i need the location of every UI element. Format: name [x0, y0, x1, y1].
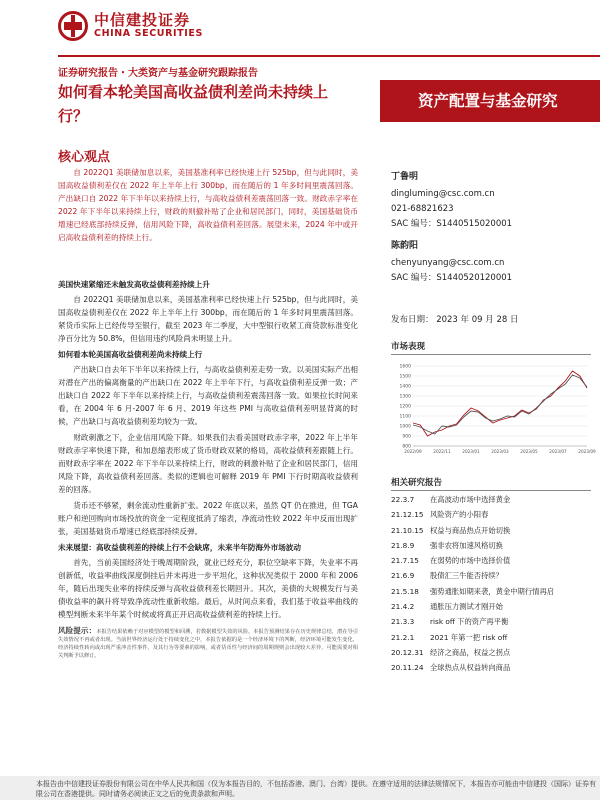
body-heading: 如何看本轮美国高收益债利差尚未持续上行 — [58, 350, 203, 359]
related-report-item[interactable] — [391, 599, 591, 614]
y-tick-label: 900 — [402, 434, 411, 440]
y-tick-label: 1600 — [399, 364, 411, 370]
risk-text: 本报告结果依赖于对应模型的模型和回溯，若数据模型失效的风险。本报告预测结果存在历史规律总结，潜在导引失效情况不再或者出现。当前世界经济运行处于持续变化之中，本报告依据的是一个经济环境下的判断，经济环境可能发生变化，经济持续性转向或出现严重冲击性事件，及其行为等要素的影响，或者货币性与经济间的周期规则会出现较大差异，可能需要对相关判断予以修订。 — [58, 629, 358, 659]
core-views-heading: 核心观点 — [58, 150, 111, 165]
section-banner: 资产配置与基金研究 — [380, 80, 600, 122]
report-series: 证券研究报告・大类资产与基金研究跟踪报告 — [58, 68, 258, 79]
x-tick-label: 2022/11 — [433, 449, 451, 454]
x-tick-label: 2023/01 — [462, 449, 480, 454]
market-performance-chart — [391, 360, 596, 460]
body-heading: 未来展望：高收益债利差的持续上行不会缺席，未来半年防海外市场波动 — [58, 543, 301, 552]
related-report-title: 在高波动市场中选择黄金 — [430, 495, 511, 504]
related-reports-list — [391, 492, 591, 676]
publish-date: 发布日期： 2023 年 09 月 28 日 — [391, 315, 519, 325]
related-report-item[interactable] — [391, 553, 591, 568]
related-report-item[interactable] — [391, 584, 591, 599]
related-report-date: 22.3.7 — [391, 495, 415, 504]
related-report-date: 21.6.9 — [391, 571, 415, 581]
related-report-title: 经济之商品，权益之拐点 — [430, 647, 511, 657]
logo-chinese-name: 中信建投证券 — [94, 11, 191, 29]
y-tick-label: 1000 — [399, 424, 411, 430]
author-phone: 021-68821623 — [391, 204, 454, 214]
core-views-summary: 自 2022Q1 美联储加息以来，美国基准利率已经快速上行 525bp，但与此同时，美国高收益债利差仅在 2022 年上半年上行 300bp，而在随后的 1 年多时间里震荡回落。产出缺口自 2022 年下半年以来持续上行，与高收益债利差震荡回落一致。财政赤字率在 2022 年下半年以来持续上行，财政的则撤补贴了企业和居民部门，同时，美国基础货币增速已经底部持续反弹，信用风险下降，高收益债利差回落。展望未来，2024 年中或开启高收益债利差的持续上行。 — [58, 168, 358, 242]
x-tick-label: 2023/03 — [491, 449, 509, 454]
related-report-title: 股债汇三牛能否持续？ — [430, 571, 503, 581]
body-paragraph: 货币还不够紧，剩余流动性重新扩张。2022 年底以来，虽然 QT 仍在推进，但 TGA 账户和逆回购向市场投放的资金一定程度抵消了缩表，净流动性较 2022 年中反而出现扩张，美国基础货币增速已经底部持续反弹。 — [58, 501, 358, 536]
related-report-item[interactable] — [391, 568, 591, 583]
author-email[interactable]: dingluming@csc.com.cn — [391, 189, 495, 199]
company-logo — [58, 11, 203, 41]
body-heading: 美国快速紧缩还未触发高收益债利差持续上升 — [58, 280, 210, 289]
header-divider — [58, 55, 600, 57]
author-block — [391, 170, 591, 286]
risk-label: 风险提示： — [58, 626, 97, 635]
author-sac: SAC 编号：S1440520120001 — [391, 273, 513, 283]
body-paragraph: 财政刺激之下，企业信用风险下降。如果我们去看美国财政赤字率，2022 年上半年财政赤字率快速下降，和加息缩表形成了货币财政双紧的格局，高收益债利差跟随上行。而财政赤字率在 2022 年下半年以来持续上行，财政的刺激补贴了企业和居民部门，信用风险下降，高收益债利差回落。类似的逻辑也可解释 2019 年 PMI 下行时期高收益债利差的回落。 — [58, 433, 358, 494]
related-report-title: 强势通胀如期来袭，黄金中期行情再启 — [430, 586, 555, 596]
related-report-date: 20.12.31 — [391, 647, 424, 657]
related-report-date: 21.5.18 — [391, 586, 419, 596]
author-name: 陈韵阳 — [391, 241, 419, 251]
body-paragraph: 产出缺口自去年下半年以来持续上行，与高收益债利差走势一致。以美国实际产出相对潜在产出的偏离衡量的产出缺口在 2022 年上半年下行，与高收益债利差反弹一致；产出缺口自 2022 年下半年以来持续上行，与高收益债利差震荡回落一致。如果拉长时间来看，在 2004 年 6 月-2007 年 6 月、2019 年这些 PMI 与高收益债利差明显背离的时候，产出缺口与高收益债利差均较为一致。 — [58, 365, 358, 426]
y-tick-label: 1500 — [399, 374, 411, 380]
author-spacer — [391, 232, 591, 239]
related-report-title: risk off 下的资产再平衡 — [430, 617, 509, 627]
related-report-item[interactable] — [391, 614, 591, 629]
related-report-title: 全球热点从权益转向商品 — [430, 663, 511, 673]
related-report-item[interactable] — [391, 660, 591, 675]
market-performance-heading: 市场表现 — [391, 340, 591, 355]
related-report-date: 21.8.9 — [391, 540, 415, 550]
author-name: 丁鲁明 — [391, 172, 419, 182]
x-tick-label: 2023/09 — [578, 449, 596, 454]
series-line — [413, 375, 587, 434]
related-report-title: 在弱势的市场中选择价值 — [430, 556, 511, 566]
related-report-title: 通胀压力测试才刚开始 — [430, 602, 503, 612]
company-logo-icon — [58, 11, 88, 41]
related-report-item[interactable] — [391, 492, 591, 507]
related-report-date: 21.7.15 — [391, 556, 419, 566]
y-tick-label: 1400 — [399, 384, 411, 390]
author-email[interactable]: chenyunyang@csc.com.cn — [391, 258, 505, 268]
y-tick-label: 1200 — [399, 404, 411, 410]
related-report-title: 风险资产的小阳春 — [430, 510, 489, 520]
related-report-date: 20.11.24 — [391, 663, 424, 673]
logo-english-name: CHINA SECURITIES — [94, 28, 203, 39]
related-report-item[interactable] — [391, 630, 591, 645]
related-report-item[interactable] — [391, 507, 591, 522]
y-tick-label: 1100 — [399, 414, 411, 420]
x-tick-label: 2022/09 — [404, 449, 422, 454]
related-report-date: 21.12.15 — [391, 510, 424, 520]
related-report-date: 21.3.3 — [391, 617, 415, 627]
related-report-title: 强非农将加速风格切换 — [430, 540, 503, 550]
y-tick-label: 1300 — [399, 394, 411, 400]
related-report-date: 21.4.2 — [391, 602, 415, 612]
report-title: 如何看本轮美国高收益债利差尚未持续上行？ — [58, 83, 329, 125]
related-report-item[interactable] — [391, 645, 591, 660]
related-report-title: 权益与商品热点开始切换 — [430, 525, 511, 535]
x-tick-label: 2023/07 — [549, 449, 567, 454]
report-body — [58, 276, 358, 660]
body-paragraph: 首先，当前美国经济处于晚周期阶段，就业已经充分，职位空缺率下降，失业率不再创新低，收益率曲线深度倒挂后并未再进一步平坦化，这种状况类似于 2000 年和 2006 年，随后出现失业率的持续反弹与高收益债利差长期回升。其次，美债的大规模发行与美债收益率的飙升将导致净流动性重新收缩。最后，从时间点来看，我们基于收益率曲线的模型判断未来半年某个时候或将真正开启高收益债利差的持续上行。 — [58, 558, 358, 619]
risk-disclosure — [58, 627, 358, 660]
footer-disclaimer: 本报告由中信建投证券股份有限公司在中华人民共和国（仅为本报告目的，不包括香港、澳门、台湾）提供。在遵守适用的法律法规情况下，本报告亦可能由中信建投（国际）证券有限公司在香港提供。同时请务必阅读正文之后的免责条款和声明。 — [0, 776, 600, 800]
related-report-item[interactable] — [391, 538, 591, 553]
body-paragraph: 自 2022Q1 美联储加息以来，美国基准利率已经快速上行 525bp，但与此同时，美国高收益债利差仅在 2022 年上半年上行 300bp，而在随后的 1 年多时间里震荡回落。紧货币实际上已经传导至银行，截至 2023 年二季度，大中型银行收紧工商贷款标准变化净百分比为 50.8%，但信用违约风险尚未明显上升。 — [58, 295, 358, 343]
related-report-date: 21.10.15 — [391, 525, 424, 535]
related-report-item[interactable] — [391, 523, 591, 538]
y-tick-label: 800 — [402, 444, 411, 450]
related-report-title: 2021 年第一把 risk off — [430, 632, 508, 642]
related-report-date: 21.2.1 — [391, 632, 415, 642]
related-reports-heading: 相关研究报告 — [391, 476, 591, 491]
x-tick-label: 2023/05 — [520, 449, 538, 454]
author-sac: SAC 编号：S1440515020001 — [391, 219, 513, 229]
